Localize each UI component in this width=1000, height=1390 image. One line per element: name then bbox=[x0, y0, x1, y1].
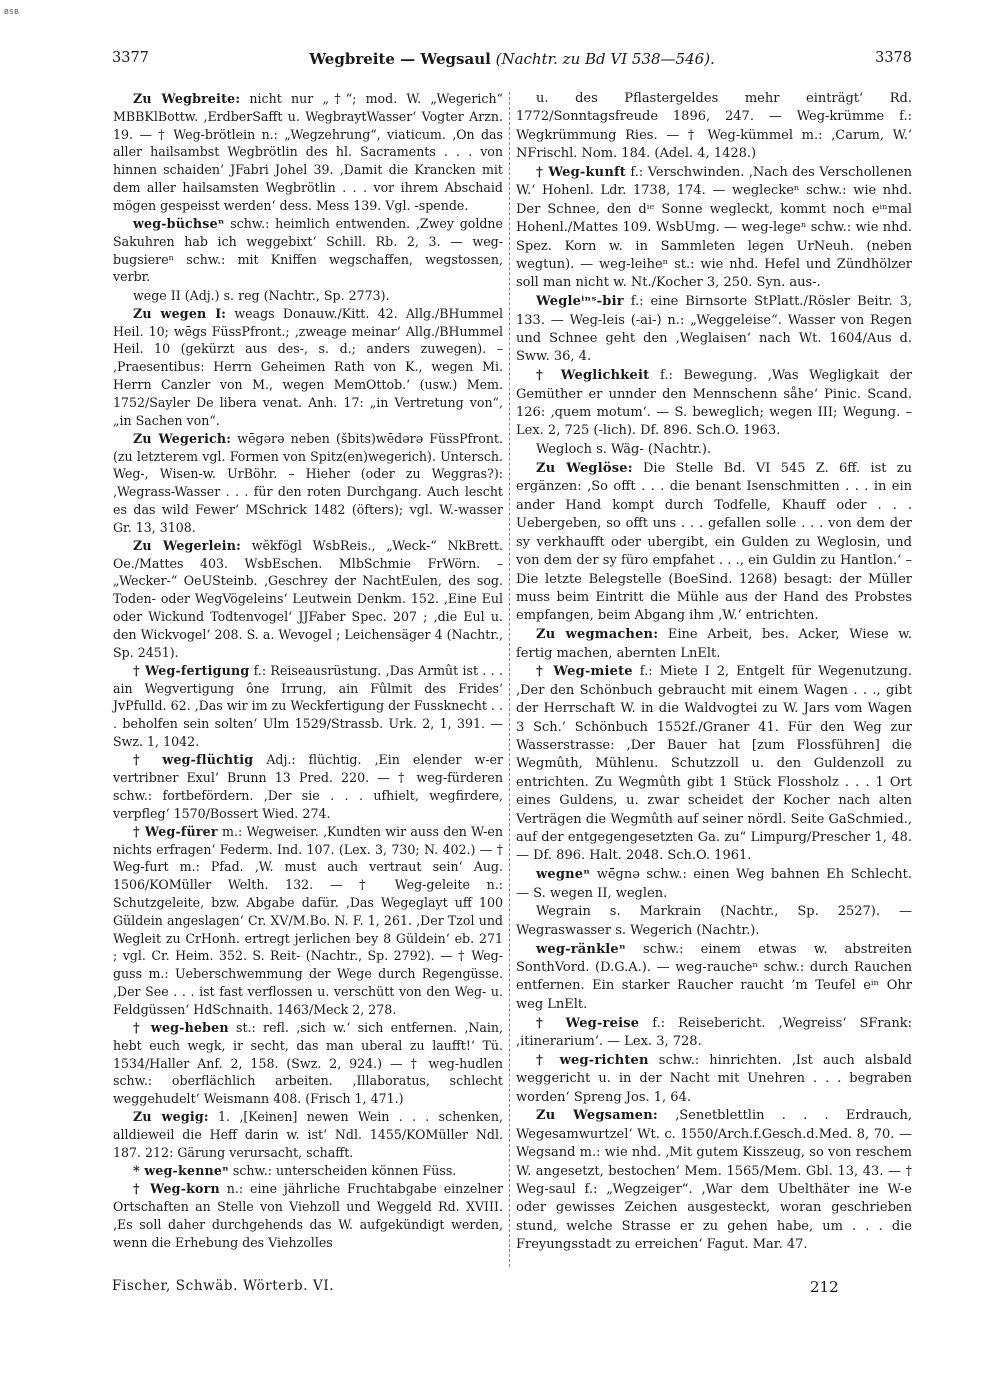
entry-text: 1. ‚[Keinen] newen Wein . . . schenken, alldieweil die Heff darin w. ist‘ Ndl. 1455/KOMüller Ndl. 187. 212: Gärung verursacht, schafft. bbox=[113, 1109, 503, 1160]
entry-text: f.: Reisebericht. ‚Wegreiss‘ SFrank: ‚itinerarium‘. — Lex. 3, 728. bbox=[516, 1015, 912, 1050]
dictionary-entry bbox=[516, 441, 912, 459]
dictionary-entry bbox=[516, 903, 912, 940]
dictionary-entry bbox=[113, 751, 503, 822]
entry-text: n.: eine jährliche Fruchtabgabe einzelner Ortschaften an Stelle von Viehzoll und Weggeld Rd. XVIII. ‚Es soll daher durchgehends das W. aufgekündigt werden, wenn die Erhebung des Viehzolles bbox=[113, 1181, 503, 1250]
dictionary-entry bbox=[113, 305, 503, 430]
dictionary-entry bbox=[516, 941, 912, 1015]
entry-lemma: Zu wegmachen: bbox=[536, 627, 659, 643]
column-divider bbox=[509, 92, 510, 1267]
entry-text: wege II (Adj.) s. reg (Nachtr., Sp. 2773). bbox=[133, 287, 390, 303]
dictionary-entry bbox=[516, 460, 912, 626]
entry-lemma: wegneⁿ bbox=[536, 867, 591, 883]
entry-text: nicht nur „†“; mod. W. „Wegerich“ MBBKlBottw. ‚ErdberSafft u. WegbraytWasser‘ Vogter Arzn. 19. — † Weg-brötlein n.: „Wegzehrung“, viaticum. ‚On das aller hailsambst Wegbrötlin des hl. Sacraments . . . von hinnen schaiden‘ JFabri Johel 39. ‚Damit die Krancken mit dem aller hailsamsten Wegbrötlin . . . vor ihrem Abschaid mögen gespeisst werden‘ dess. Mess 139. Vgl. -spende. bbox=[113, 91, 503, 213]
entry-lemma: Zu Wegerich: bbox=[133, 430, 232, 446]
entry-text: schw.: unterscheiden können Füss. bbox=[228, 1163, 457, 1179]
column-number-left: 3377 bbox=[112, 50, 149, 66]
dictionary-entry bbox=[113, 662, 503, 751]
entry-lemma: Zu Wegbreite: bbox=[133, 91, 241, 106]
library-stamp: BSB bbox=[4, 8, 20, 16]
entry-lemma: weg-ränkleⁿ bbox=[536, 941, 626, 957]
entry-text: st.: refl. ‚sich w.‘ sich entfernen. ‚Nain, hebt euch wegk, ir secht, das man uberal zu laufft!‘ Tü. 1534/Haller Anf. 2, 158. (Swz. 2, 924.) — † weg-hudlen schw.: oberflächlich arbeiten. ‚Illaboratus, schlecht weggehudelt‘ Weismann 408. (Frisch 1, 471.) bbox=[113, 1019, 504, 1107]
entry-lemma: † Weg-kunft bbox=[536, 165, 626, 181]
dictionary-entry bbox=[113, 1162, 503, 1180]
dictionary-entry bbox=[113, 537, 503, 662]
dictionary-entry bbox=[516, 1107, 912, 1254]
entry-lemma: † Weg-reise bbox=[536, 1015, 640, 1031]
entry-text: Wegrain s. Markrain (Nachtr., Sp. 2527). — Wegraswasser s. Wegerich (Nachtr.). bbox=[516, 904, 912, 938]
running-head bbox=[112, 50, 912, 68]
dictionary-entry bbox=[516, 90, 912, 164]
entry-text: weags Donauw./Kitt. 42. Allg./BHummel Heil. 10; wēgs FüssPfront.; ‚zweage meinar‘ Allg./BHummel Heil. 10 (gekürzt aus des-, s. d.; anders zuwegen). – ‚Praesentibus: Herrn Geheimen Rath von K., wegen Mi. Herrn Canzler von M., wegen MemOttob.‘ (usw.) Mem. 1752/Sayler De libera venat. Anh. 17: „in Vertretung von“, „in Sachen von“. bbox=[113, 305, 504, 428]
page-footer bbox=[112, 1278, 912, 1298]
entry-lemma: † weg-richten bbox=[536, 1052, 649, 1068]
dictionary-entry bbox=[113, 430, 503, 537]
entry-lemma: † Weg-fertigung bbox=[133, 662, 250, 678]
dictionary-entry bbox=[113, 1108, 503, 1161]
entry-text: f.: eine Birnsorte StPlatt./Rösler Beitr. 3, 133. — Weg-leis (-ai-) n.: „Weggeleise“. Wasser von Regen und Schnee geht den ‚Weglaisen‘ nach Wt. 1604/Aus d. Sww. 36, 4. bbox=[516, 294, 912, 365]
entry-text: schw.: einem etwas w. abstreiten SonthVord. (D.G.A.). — weg-raucheⁿ schw.: durch Rauchen entfernen. Ein starker Raucher raucht ’m Teufel eⁱⁿ Ohr weg LnElt. bbox=[516, 941, 912, 1012]
entry-lemma: † Weglichkeit bbox=[536, 368, 650, 384]
dictionary-entry bbox=[113, 1019, 503, 1108]
entry-text: u. des Pflastergeldes mehr einträgt‘ Rd. 1772/Sonntagsfreude 1896, 247. — Weg-krümme f.: Wegkrümmung Ries. — † Weg-kümmel m.: ‚Carum, W.‘ NFrischl. Nom. 184. (Adel. 4, 1428.) bbox=[516, 91, 912, 162]
entry-lemma: * weg-kenneⁿ bbox=[133, 1163, 229, 1179]
dictionary-entry bbox=[113, 823, 503, 1019]
column-number-right: 3378 bbox=[875, 50, 912, 66]
dictionary-entry bbox=[516, 626, 912, 663]
entry-lemma: Wegleⁱⁿˢ-bir bbox=[536, 294, 624, 310]
entry-lemma: † Weg-fürer bbox=[133, 823, 218, 839]
entry-text: f.: Miete I 2, Entgelt für Wegenutzung. ‚Der den Schönbuch gebraucht mit einem Wagen . . ., gibt der Herrschaft W. in die Waldvogtei zu W. Jars vom Wagen 3 Sch.‘ Schönbuch 1552f./Graner 41. Für den Weg zur Wasserstrasse: ‚Der Bauer hat [zum Flossführen] die Wegmûth, Mühlenu. Schutzzoll u. den Guldenzoll zu entrichten. Zu Wegmûth gibt 1 Stück Flossholz . . . 1 Ort eines Guldens, u. zwar scheidet der Kocher nach alten Verträgen die Wegmûth auf seiner nördl. Seite GaSchmied., auf der entgegengesetzten Ga. zu“ Limpurg/Prescher 1, 48. — Df. 896. Halt. 2048. Sch.O. 1961. bbox=[516, 664, 912, 864]
entry-lemma: Zu wegig: bbox=[133, 1109, 209, 1125]
page-header bbox=[112, 50, 912, 72]
entry-lemma: † Weg-miete bbox=[536, 664, 633, 680]
entry-text: f.: Bewegung. ‚Was Wegligkait der Gemüther er unnder den Mennschenn såhe‘ Pinic. Scand. 126: ‚quem motum‘. — S. beweglich; wegen III; Wegung. – Lex. 2, 725 (-lich). Df. 896. Sch.O. 1963. bbox=[516, 368, 912, 439]
entry-text: ‚Senetblettlin . . . Erdrauch, Wegesamwurtzel‘ Wt. c. 1550/Arch.f.Gesch.d.Med. 8, 70. — Wegsand m.: wie nhd. ‚Mit gutem Kisszeug, so von reschem W. angesetzt, bestochen‘ Mem. 1565/Mem. Gbl. 13, 43. — † Weg-saul f.: „Wegzeiger“. ‚War dem Ubelthäter ine W-e oder gewisses Zeichen ausgesteckt, woran geschrieben stund, welche Strasse er zu gehen habe, um . . . die Freyungsstadt zu erreichen‘ Fagut. Mar. 47. bbox=[516, 1108, 912, 1253]
dictionary-entry bbox=[516, 367, 912, 441]
dictionary-entry bbox=[113, 1180, 503, 1251]
dictionary-entry bbox=[113, 90, 503, 215]
entry-text: Eine Arbeit, bes. Acker, Wiese w. fertig machen, abernten LnElt. bbox=[516, 627, 913, 661]
dictionary-entry bbox=[516, 663, 912, 865]
dictionary-entry bbox=[516, 1052, 912, 1107]
right-column bbox=[516, 90, 912, 1255]
entry-text: schw.: heimlich entwenden. ‚Zwey goldne Sakuhren hab ich weggebixt‘ Schill. Rb. 2, 3. — weg-bugsiereⁿ schw.: mit Kniffen wegschaffen, wegstossen, verbr. bbox=[113, 215, 503, 285]
entry-text: Wegloch s. Wäg- (Nachtr.). bbox=[536, 442, 712, 458]
entry-lemma: † Weg-korn bbox=[133, 1181, 220, 1197]
entry-lemma: Zu wegen I: bbox=[133, 305, 227, 321]
running-head-note: (Nachtr. zu Bd VI 538—546). bbox=[495, 50, 715, 68]
entry-lemma: weg-büchseⁿ bbox=[133, 215, 225, 231]
entry-text: schw.: hinrichten. ‚Ist auch alsbald weggericht u. in der Nacht mit Unehren . . . begraben worden‘ Spreng Jos. 1, 64. bbox=[516, 1052, 912, 1105]
dictionary-entry bbox=[516, 293, 912, 367]
entry-text: Die Stelle Bd. VI 545 Z. 6ff. ist zu ergänzen: ‚So offt . . . die benant Isenschmitten . . . in ein ander Hand kompt durch Todfelle, Khauff oder . . . Uebergeben, so offt uns . . . gefallen solle . . . von dem der sy verkhaufft oder ubergibt, ein Gulden zu Weglosin, und von dem der sy füro empfahet . . ., ein Guldin zu Hantlon.‘ – Die letzte Belegstelle (BoeSind. 1268) besagt: der Müller muss beim Eintritt die Mühle aus der Hand des Probstes empfangen, beim Abgang ihm ‚W.‘ entrichten. bbox=[516, 461, 912, 624]
dictionary-entry bbox=[516, 1015, 912, 1052]
entry-lemma: † weg-heben bbox=[133, 1019, 229, 1035]
entry-lemma: † weg-flüchtig bbox=[133, 752, 254, 768]
dictionary-entry bbox=[516, 164, 912, 293]
entry-text: wĕ̄gnə schw.: einen Weg bahnen Eh Schlecht. — S. wegen II, weglen. bbox=[516, 867, 912, 901]
footer-source: Fischer, Schwäb. Wörterb. VI. bbox=[112, 1278, 335, 1294]
left-column bbox=[113, 90, 503, 1252]
dictionary-entry bbox=[113, 287, 503, 305]
entry-lemma: Zu Weglöse: bbox=[536, 461, 633, 477]
footer-page-number: 212 bbox=[810, 1278, 839, 1296]
entry-text: Adj.: flüchtig. ‚Ein elender w-er vertribner Exul‘ Brunn 13 Pred. 220. — † weg-fürderen schw.: fortbefördern. ‚Der sie . . . ufhielt, wegfirdere, verpfleg‘ 1570/Bossert Wied. 274. bbox=[113, 752, 503, 821]
entry-text: wĕkfögl WsbReis., „Weck-“ NkBrett. Oe./Mattes 403. WsbEschen. MlbSchmie FrWörn. – „Wecker-“ OeUSteinb. ‚Geschrey der NachtEulen, des sog. Toden- oder WegVögeleins‘ Leutwein Denkm. 152. ‚Eine Eul oder Wickund Todtenvogel‘ JJFaber Spec. 207 ; ‚die Eul u. den Wickvogel‘ 208. S. a. Wevogel ; Leichensäger 4 (Nachtr., Sp. 2451). bbox=[113, 537, 503, 660]
dictionary-entry bbox=[516, 866, 912, 903]
entry-text: m.: Wegweiser. ‚Kundten wir auss den W-en nichts erfragen‘ Federm. Ind. 107. (Lex. 3, 730; N. 402.) — † Weg-furt m.: Pfad. ‚W. must auch vertraut sein‘ Aug. 1506/KOMüller Welth. 132. — † Weg-geleite n.: Schutzgeleite, bzw. Abgabe dafür. ‚Das Wegeglayt uff 100 Güldein angeslagen‘ Cr. XV/M.Bo. N. F. 1, 261. ‚Der Tzol und Wegleit zu CrHonh. ertregt jerlichen bey 8 Güldein‘ eb. 271 ; vgl. Cr. Heim. 352. S. Reit- (Nachtr., Sp. 2792). — † Weg-guss m.: Ueberschwemmung der Wege durch Regengüsse. ‚Der See . . . ist fast verflossen u. verschütt von den Weg- u. Feldgüssen‘ HdSchnaith. 1463/Meck 2, 278. bbox=[113, 823, 503, 1017]
entry-text: f.: Reiseausrüstung. ‚Das Armût ist . . . ain Wegvertigung ône Irrung, ain Fûlmit des Frides‘ JvPfulld. 62. ‚Das wir im zu Weckfertigung der Fussknecht . . . beholfen sein solten‘ Ulm 1529/Strassb. Urk. 2, 1, 391. — Swz. 1, 1042. bbox=[113, 662, 503, 750]
entry-lemma: Zu Wegsamen: bbox=[536, 1108, 658, 1124]
entry-text: wēgərə neben (šbits)wēdərə FüssPfront. (zu letzterem vgl. Formen von Spitz(en)wegerich). Untersch. Weg-, Wisen-w. UrBöhr. – Hieher (oder zu Weggras?): ‚Wegrass-Wasser . . . für den roten Durchgang. Auch lescht es das wild Fewer‘ MSchrick 1482 (öfters); vgl. W.-wasser Gr. 13, 3108. bbox=[113, 430, 503, 535]
dictionary-entry bbox=[113, 215, 503, 286]
entry-lemma: Zu Wegerlein: bbox=[133, 537, 241, 553]
running-head-title: Wegbreite — Wegsaul bbox=[309, 50, 491, 68]
entry-text: f.: Verschwinden. ‚Nach des Verschollenen W.‘ Hohenl. Ldr. 1738, 174. — wegleckeⁿ schw.: wie nhd. Der Schnee, den dⁱᵉ Sonne wegleckt, kommt noch eⁱⁿmal Hohenl./Mattes 109. WsbUmg. — weg-legeⁿ schw.: wie nhd. Spez. Korn w. in Sammleten legen UrNeuh. (neben wegtun). — weg-leiheⁿ st.: wie nhd. Hefel und Zündhölzer soll man nicht w. Nt./Kocher 3, 250. Syn. aus-. bbox=[516, 165, 912, 291]
